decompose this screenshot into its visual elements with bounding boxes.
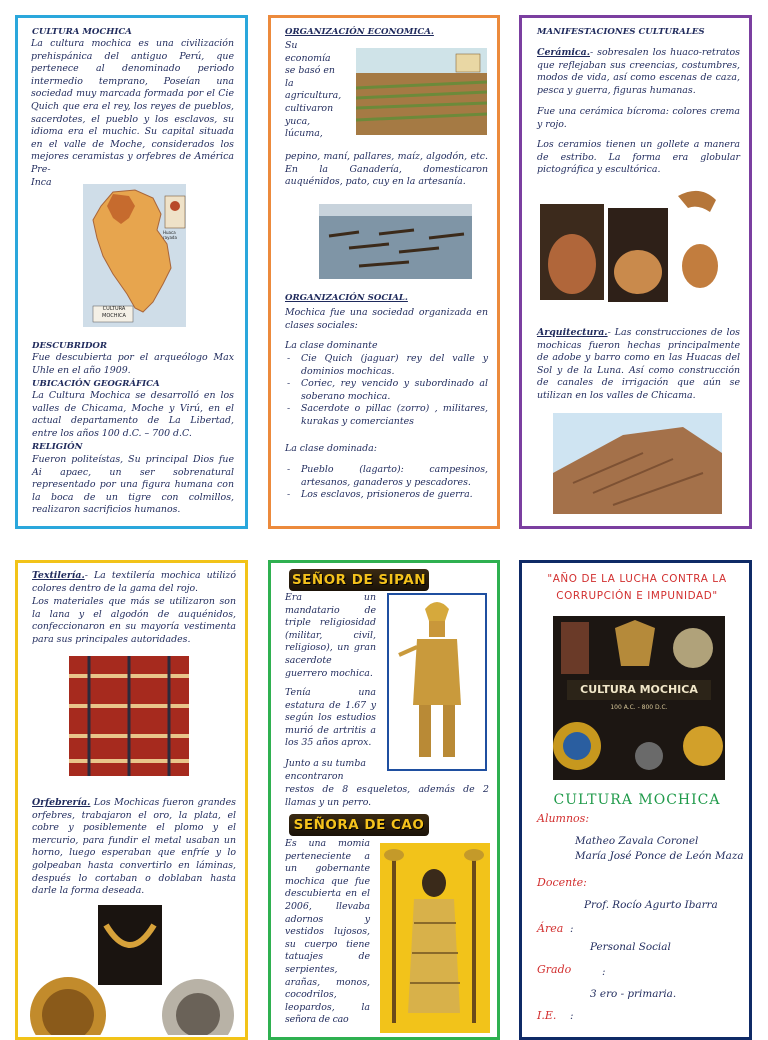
cao-line: 2006, llevaba bbox=[285, 900, 370, 912]
list-item: - Cie Quich (jaguar) rey del valle y dominios mochicas. bbox=[285, 353, 488, 378]
huaca-image bbox=[553, 413, 722, 514]
cao-line: un gobernante bbox=[285, 863, 370, 875]
eco-line: agricultura, bbox=[285, 90, 342, 102]
cover-motto: "AÑO DE LA LUCHA CONTRA LA CORRUPCIÓN E IMPUNIDAD" bbox=[547, 573, 727, 602]
sipan-line: guerrero mochica. bbox=[285, 667, 373, 679]
banner-senora-de-cao: SEÑORA DE CAO bbox=[289, 814, 429, 836]
sipan-line: religioso), un gran bbox=[285, 642, 376, 654]
ceramics-image bbox=[540, 186, 730, 306]
estatura-line: Tenía una bbox=[285, 687, 376, 698]
social-intro: Mochica fue una sociedad organizada en clases sociales: bbox=[285, 307, 488, 331]
heading-economia: ORGANIZACIÓN ECONOMICA. bbox=[285, 27, 434, 37]
dominada-list bbox=[285, 464, 488, 502]
bicroma-text: Fue una cerámica bícroma: colores crema y rojo. bbox=[537, 106, 740, 130]
textileria-label: Textilería. bbox=[32, 570, 85, 581]
list-item: - Sacerdote o pillac (zorro) , militares, kurakas y comerciantes bbox=[285, 403, 488, 428]
estatura-line: estatura de 1.67 y bbox=[285, 699, 376, 711]
descubridor-text: Fue descubierta por el arqueólogo Max Uhle en el año 1909. bbox=[32, 352, 234, 376]
estatura-line: los 35 años aprox. bbox=[285, 737, 372, 749]
poster-dates: 100 A.C. - 800 D.C. bbox=[610, 704, 668, 711]
panel-organizacion bbox=[268, 15, 500, 529]
textile-image bbox=[69, 656, 189, 776]
panel-cultura-mochica bbox=[15, 15, 248, 529]
estatura-line: según los estudios bbox=[285, 712, 376, 724]
cao-line: arañas, monos, bbox=[285, 976, 370, 988]
ubicacion-text: La Cultura Mochica se desarrolló en los valles de Chicama, Moche y Virú, en el actual departamento de La Libertad, entre los años 100 d.C. – 700 d.C. bbox=[32, 390, 234, 439]
dominante-label: La clase dominante bbox=[285, 340, 378, 351]
eco-line: se basó en bbox=[285, 65, 335, 77]
grado-colon: : bbox=[602, 966, 606, 978]
intro-body: La cultura mochica es una civilización prehispánica del antiguo Perú, que pertenece al denominado periodo intermedio temprano, Poseían una sociedad muy marcada formada por el Cie Quich que era el rey, los reyes de pueblos, sacerdotes, el pueblo y los esclavos, su idioma era el muchic. Su capital situada en el valle de Moche, considerados los mejores ceramistas y orfebres de América Pre- bbox=[31, 38, 234, 175]
orfebreria-body: Los Mochicas fueron grandes orfebres, trabajaron el oro, la plata, el cobre y posiblemente el plomo y el mercurio, para fundir el metal usaban un horno, luego esperaban que enfríe y lo golpeaban hasta convertirlo en láminas, después lo cortaban o doblaban hasta darle la forma deseada. bbox=[32, 797, 236, 897]
heading-cultura-mochica: CULTURA MOCHICA bbox=[32, 27, 132, 37]
cao-text bbox=[285, 838, 370, 1027]
cao-line: serpientes, bbox=[285, 963, 338, 975]
alumno-name: Matheo Zavala Coronel bbox=[575, 835, 699, 847]
area-label: Área bbox=[537, 922, 564, 935]
peru-map-image bbox=[83, 184, 186, 327]
arquitectura-body: - Las construcciones de los mochicas fueron hechas principalmente de adobe y barro como en las Huacas del Sol y de la Luna. Así como construcción de canales de irrigación que aún se utilizan en los valles de Chicama. bbox=[537, 327, 740, 401]
panel-senores bbox=[268, 560, 500, 1040]
cao-line: señora de cao bbox=[285, 1014, 349, 1026]
sipan-line: triple religiosidad bbox=[285, 617, 376, 629]
cao-line: su cuerpo tiene bbox=[285, 938, 370, 950]
cao-line: adornos y bbox=[285, 913, 370, 925]
list-item: - Coriec, rey vencido y subordinado al soberano mochica. bbox=[285, 378, 488, 403]
cao-line: Es una momia bbox=[285, 838, 370, 849]
ie-colon: : bbox=[570, 1010, 574, 1022]
estatura-text bbox=[285, 687, 376, 750]
banner-senor-de-sipan: SEÑOR DE SIPAN bbox=[289, 569, 429, 591]
arquitectura-text bbox=[537, 327, 740, 403]
estatura-line: murió de artritis a bbox=[285, 724, 376, 736]
panel-textileria bbox=[15, 560, 248, 1040]
intro-text bbox=[31, 38, 234, 189]
ceramica-label: Cerámica. bbox=[537, 47, 590, 58]
docente-label: Docente: bbox=[537, 876, 587, 889]
senora-de-cao-image bbox=[380, 843, 490, 1033]
textileria-body: - La textilería mochica utilizó colores dentro de la gama del rojo. bbox=[32, 570, 236, 594]
tumba-line: Junto a su tumba bbox=[285, 758, 366, 769]
tumba-rest-text: restos de 8 esqueletos, además de 2 llamas y un perro. bbox=[285, 784, 489, 808]
docente-name: Prof. Rocío Agurto Ibarra bbox=[584, 899, 718, 911]
panel-cover bbox=[519, 560, 752, 1040]
cao-line: mochica que fue bbox=[285, 875, 370, 887]
panel-manifestaciones bbox=[519, 15, 752, 529]
heading-religion: RELIGIÓN bbox=[32, 442, 83, 452]
cao-line: cocodrilos, bbox=[285, 989, 337, 1001]
textileria-text bbox=[32, 570, 236, 595]
eco-line: Su bbox=[285, 40, 298, 51]
intro-end: Inca bbox=[31, 176, 52, 188]
map-caption: CULTURA MOCHICA bbox=[102, 306, 126, 319]
senor-de-sipan-image bbox=[387, 593, 487, 771]
alumno-name: María José Ponce de León Maza bbox=[575, 850, 744, 862]
boats-image bbox=[319, 204, 472, 279]
ceramica-body: - sobresalen los huaco-retratos que reflejaban sus creencias, costumbres, modos de vida, así como escenas de caza, pesca y guerra, figuras humanas. bbox=[537, 47, 740, 96]
economia-text: pepino, maní, pallares, maíz, algodón, etc. En la Ganadería, domesticaron auquénidos, pato, cuy en la artesanía. bbox=[285, 151, 488, 188]
list-item: - Los esclavos, prisioneros de guerra. bbox=[285, 489, 488, 502]
heading-descubridor: DESCUBRIDOR bbox=[32, 341, 108, 351]
eco-line: yuca, bbox=[285, 115, 311, 127]
tumba-line: encontraron bbox=[285, 770, 344, 782]
ceramica-text bbox=[537, 47, 740, 97]
grado-label: Grado bbox=[537, 963, 572, 976]
heading-manifestaciones: MANIFESTACIONES CULTURALES bbox=[537, 27, 705, 37]
orfebreria-label: Orfebrería. bbox=[32, 797, 91, 808]
poster-title: CULTURA MOCHICA bbox=[580, 683, 698, 696]
eco-line: cultivaron bbox=[285, 102, 334, 114]
sipan-line: (militar, civil, bbox=[285, 629, 376, 641]
eco-line: lúcuma, bbox=[285, 128, 323, 140]
cao-line: descubierta en el bbox=[285, 888, 370, 900]
materiales-text: Los materiales que más se utilizaron son la lana y el algodón de auquénidos, confeccionaron en su mayoría vestimenta para sus principales autoridades. bbox=[32, 596, 236, 645]
dominada-label: La clase dominada: bbox=[285, 443, 377, 454]
gollete-text: Los ceramios tienen un gollete a manera de estribo. La forma era globular pictográfica y escultórica. bbox=[537, 139, 740, 176]
goldwork-image bbox=[28, 905, 238, 1035]
cao-line: vestidos lujosos, bbox=[285, 926, 370, 938]
cover-title: CULTURA MOCHICA bbox=[553, 792, 721, 808]
sipan-text bbox=[285, 592, 376, 680]
area-value: Personal Social bbox=[590, 941, 671, 953]
tumba-text bbox=[285, 758, 385, 783]
sipan-line: mandatario de bbox=[285, 604, 376, 616]
sipan-line: Era un bbox=[285, 592, 376, 603]
agriculture-image bbox=[356, 48, 487, 135]
alumnos-label: Alumnos: bbox=[537, 812, 590, 825]
area-colon: : bbox=[570, 923, 574, 935]
cao-line: leopardos, la bbox=[285, 1001, 370, 1013]
eco-line: economía bbox=[285, 52, 331, 64]
religion-text: Fueron politeístas, Su principal Dios fue Ai apaec, un ser sobrenatural representado por una figura humana con la boca de un tigre con colmillos, realizaron sacrificios humanos. bbox=[32, 454, 234, 516]
dominante-list bbox=[285, 353, 488, 429]
cao-line: tatuajes de bbox=[285, 951, 370, 963]
grado-value: 3 ero - primaria. bbox=[590, 988, 677, 1000]
cover-poster-image bbox=[553, 616, 725, 780]
ie-label: I.E. bbox=[537, 1009, 557, 1022]
economia-lines bbox=[285, 40, 355, 141]
orfebreria-text bbox=[32, 797, 236, 898]
heading-ubicacion: UBICACIÓN GEOGRÁFICA bbox=[32, 379, 160, 389]
heading-social: ORGANIZACIÓN SOCIAL. bbox=[285, 293, 408, 303]
eco-line: la bbox=[285, 77, 294, 89]
list-item: - Pueblo (lagarto): campesinos, artesanos, ganaderos y pescadores. bbox=[285, 464, 488, 489]
cao-line: perteneciente a bbox=[285, 850, 370, 862]
map-legend: Huaca rayada bbox=[163, 230, 177, 240]
sipan-line: sacerdote bbox=[285, 654, 332, 666]
arquitectura-label: Arquitectura. bbox=[537, 327, 608, 338]
